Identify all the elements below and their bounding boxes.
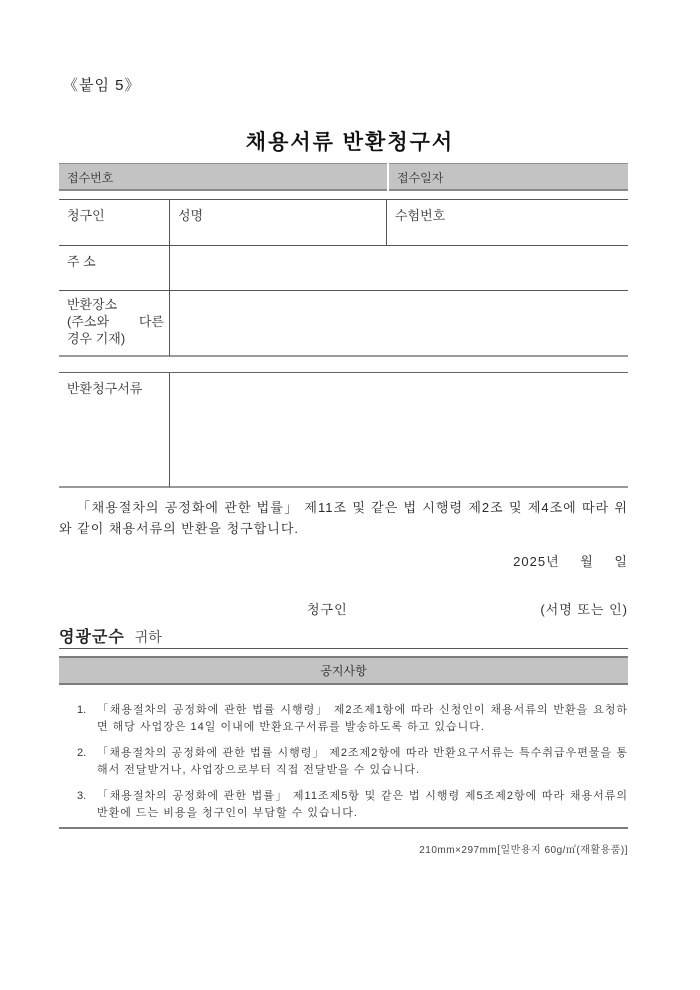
notice-title-bar xyxy=(59,656,628,685)
documents-label-cell xyxy=(59,373,170,488)
claimant-label: 청구인 xyxy=(67,208,105,223)
exam-number-label: 수험번호 xyxy=(395,208,446,223)
address-label: 주 소 xyxy=(67,254,96,269)
bottom-divider xyxy=(59,827,628,829)
documents-label: 반환청구서류 xyxy=(67,381,143,396)
notice-item-number: 1. xyxy=(77,704,87,716)
addressee-name: 영광군수 xyxy=(59,629,125,646)
date-line: 2025년 월 일 xyxy=(513,554,628,569)
signature-seal-label: (서명 또는 인) xyxy=(540,602,628,617)
name-label: 성명 xyxy=(178,208,204,223)
documents-field-cell xyxy=(170,373,628,488)
receipt-header-table xyxy=(59,163,628,191)
notice-item-number: 2. xyxy=(77,747,87,759)
notice-title: 공지사항 xyxy=(320,664,367,678)
paper-spec-note: 210mm×297mm[일반용지 60g/㎡(재활용품)] xyxy=(419,845,628,856)
address-label-cell xyxy=(59,246,170,291)
notice-item-text: 「채용절차의 공정화에 관한 법률」 제11조제5항 및 같은 법 시행령 제5조제2항에 따라 채용서류의 반환에 드는 비용을 청구인이 부담할 수 있습니다. xyxy=(97,790,628,819)
addressee-divider xyxy=(59,648,628,649)
signature-line xyxy=(59,599,628,618)
addressee-line xyxy=(59,624,162,647)
notice-item xyxy=(59,745,628,779)
return-place-label xyxy=(67,296,164,347)
notice-item-text: 「채용절차의 공정화에 관한 법률 시행령」 제2조제1항에 따라 신청인이 채용서류의 반환을 요청하면 해당 사업장은 14일 이내에 반환요구서류를 발송하도록 하고 있습니다. xyxy=(97,704,628,733)
notice-item xyxy=(59,788,628,822)
claimant-label-cell xyxy=(59,200,170,246)
receipt-date-cell xyxy=(389,163,628,191)
exam-number-field-cell xyxy=(387,200,628,246)
notice-item-number: 3. xyxy=(77,790,87,802)
name-field-cell xyxy=(170,200,387,246)
receipt-number-label: 접수번호 xyxy=(67,171,114,185)
return-place-label-line3: 경우 기재) xyxy=(67,331,126,346)
return-place-label-cell xyxy=(59,291,170,357)
notice-item-text: 「채용절차의 공정화에 관한 법률 시행령」 제2조제2항에 따라 반환요구서류는 특수취급우편물을 통해서 전달받거나, 사업장으로부터 직접 전달받을 수 있습니다. xyxy=(97,747,628,776)
receipt-number-cell xyxy=(59,163,387,191)
return-place-field-cell xyxy=(170,291,628,357)
request-statement: 「채용절차의 공정화에 관한 법률」 제11조 및 같은 법 시행령 제2조 및 제4조에 따라 위와 같이 채용서류의 반환을 청구합니다. xyxy=(59,500,628,536)
signature-claimant-label: 청구인 xyxy=(307,602,348,617)
addressee-honorific: 귀하 xyxy=(134,629,162,645)
notice-item xyxy=(59,702,628,736)
documents-table xyxy=(59,372,628,488)
receipt-date-label: 접수일자 xyxy=(397,171,444,185)
attachment-label: 《붙임 5》 xyxy=(63,77,141,94)
return-place-label-line1: 반환장소 xyxy=(67,297,118,312)
notice-list xyxy=(59,702,628,831)
return-place-label-line2: (주소와 다른 xyxy=(67,314,164,329)
document-title: 채용서류 반환청구서 xyxy=(245,131,455,154)
address-field-cell xyxy=(170,246,628,291)
applicant-table xyxy=(59,199,628,357)
